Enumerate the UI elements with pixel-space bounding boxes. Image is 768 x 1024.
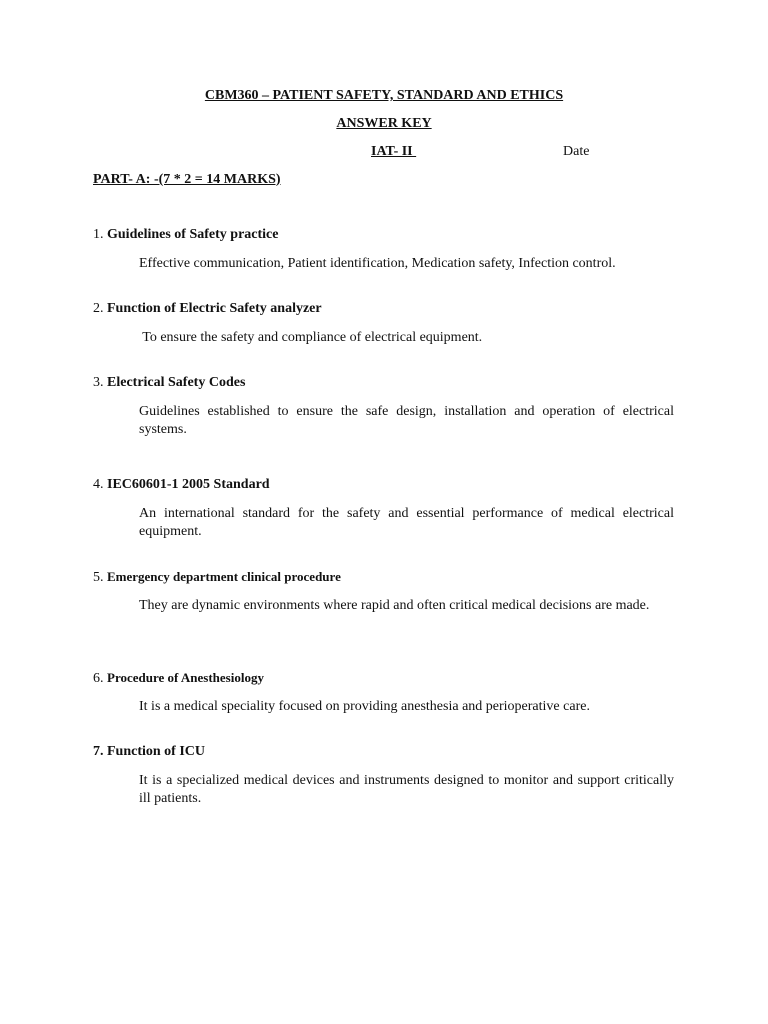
answer-1: Effective communication, Patient identification, Medication safety, Infection control. <box>139 256 616 271</box>
question-title: Guidelines of Safety practice <box>107 227 279 242</box>
answer-3: Guidelines established to ensure the safe design, installation and operation of electrical systems. <box>139 404 674 437</box>
question-4 <box>93 477 270 493</box>
question-title: Procedure of Anesthesiology <box>107 670 264 685</box>
question-number: 3. <box>93 375 104 390</box>
question-3 <box>93 375 245 391</box>
question-title: Emergency department clinical procedure <box>107 569 341 584</box>
question-number: 5. <box>93 570 104 585</box>
question-number: 1. <box>93 227 104 242</box>
question-2 <box>93 301 322 317</box>
answer-4: An international standard for the safety and essential performance of medical electrical equipment. <box>139 506 674 539</box>
course-title: CBM360 – PATIENT SAFETY, STANDARD AND ETHICS <box>204 88 564 103</box>
question-title: Function of Electric Safety analyzer <box>107 301 322 316</box>
answer-5: They are dynamic environments where rapid and often critical medical decisions are made. <box>139 598 650 613</box>
question-6 <box>93 670 264 687</box>
question-number: 6. <box>93 671 104 686</box>
question-number: 7. <box>93 744 104 759</box>
test-label: IAT- II <box>371 144 417 159</box>
question-title: IEC60601-1 2005 Standard <box>107 477 270 492</box>
question-title: Function of ICU <box>107 744 206 759</box>
question-5 <box>93 569 341 586</box>
question-number: 2. <box>93 301 104 316</box>
part-a-heading: PART- A: -(7 * 2 = 14 MARKS) <box>93 172 281 187</box>
question-number: 4. <box>93 477 104 492</box>
answer-6: It is a medical speciality focused on providing anesthesia and perioperative care. <box>139 699 590 714</box>
answer-key-heading: ANSWER KEY <box>336 116 432 131</box>
question-title: Electrical Safety Codes <box>107 375 246 390</box>
answer-2: To ensure the safety and compliance of electrical equipment. <box>139 330 483 345</box>
answer-7: It is a specialized medical devices and instruments designed to monitor and support critically ill patients. <box>139 773 674 806</box>
question-7 <box>93 744 205 760</box>
question-1 <box>93 227 278 243</box>
date-label: Date <box>563 144 590 159</box>
